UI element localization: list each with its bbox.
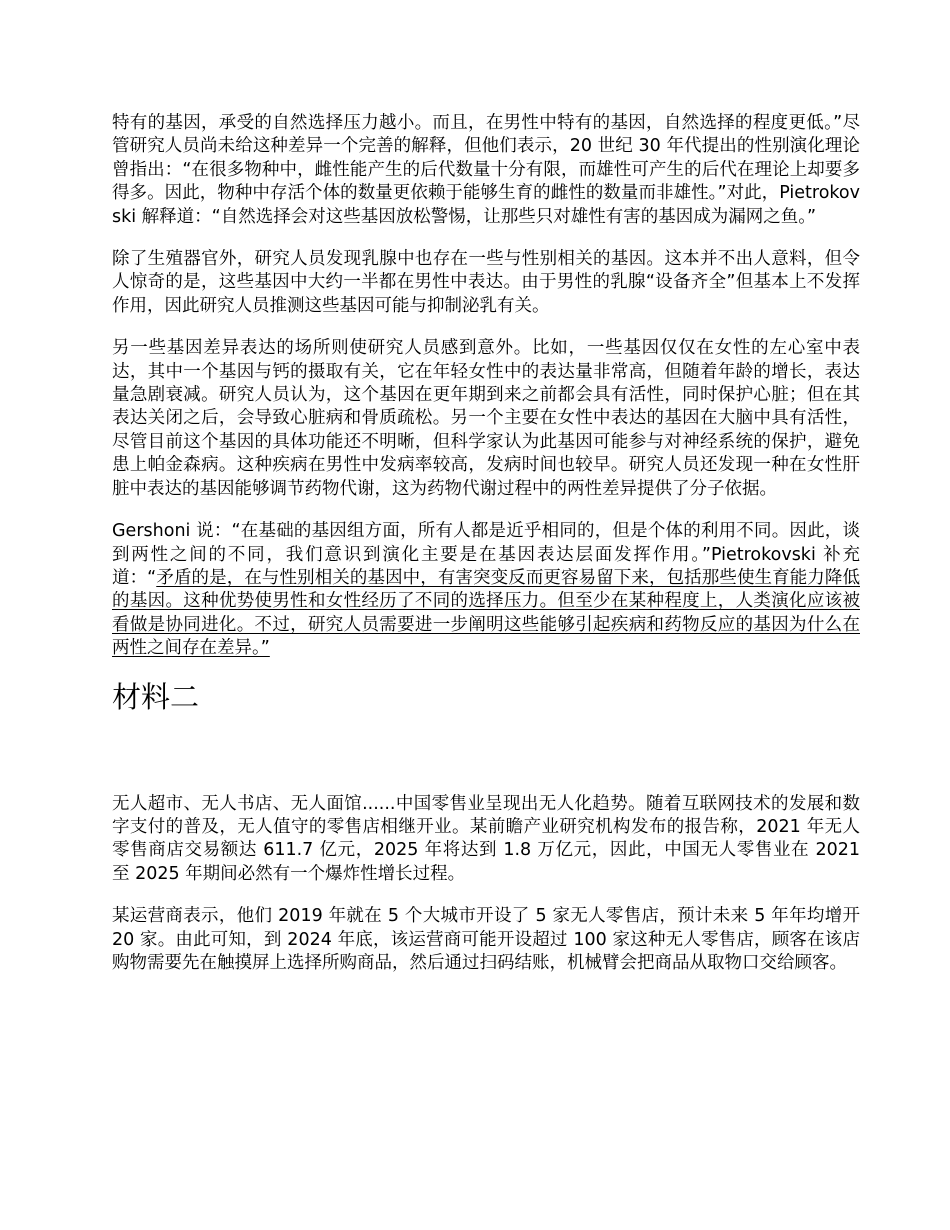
paragraph-1: 特有的基因，承受的自然选择压力越小。而且，在男性中特有的基因，自然选择的程度更低。”尽管研究人员尚未给这种差异一个完善的解释，但他们表示，20 世纪 30 年代提出的性别演化理论曾指出：“在很多物种中，雌性能产生的后代数量十分有限，而雄性可产生的后代在理论上却要多得多。因此，物种中存活个体的数量更依赖于能够生育的雌性的数量而非雄性。”对此，Pietrokovski 解释道：“自然选择会对这些基因放松警惕，让那些只对雄性有害的基因成为漏网之鱼。”: [112, 113, 860, 227]
paragraph-4-underlined-quote: 矛盾的是，在与性别相关的基因中，有害突变反而更容易留下来，包括那些使生育能力降低的基因。这种优势使男性和女性经历了不同的选择压力。但至少在某种程度上，人类演化应该被看做是协同进化。不过，研究人员需要进一步阐明这些能够引起疾病和药物反应的基因为什么在两性之间存在差异。”: [112, 567, 860, 659]
paragraph-3: 另一些基因差异表达的场所则使研究人员感到意外。比如，一些基因仅仅在女性的左心室中表达，其中一个基因与钙的摄取有关，它在年轻女性中的表达量非常高，但随着年龄的增长，表达量急剧衰减。研究人员认为，这个基因在更年期到来之前都会具有活性，同时保护心脏；但在其表达关闭之后，会导致心脏病和骨质疏松。另一个主要在女性中表达的基因在大脑中具有活性，尽管目前这个基因的具体功能还不明晰，但科学家认为此基因可能参与对神经系统的保护，避免患上帕金森病。这种疾病在男性中发病率较高，发病时间也较早。研究人员还发现一种在女性肝脏中表达的基因能够调节药物代谢，这为药物代谢过程中的两性差异提供了分子依据。: [112, 338, 860, 499]
document-page: [112, 112, 860, 975]
paragraph-5: 无人超市、无人书店、无人面馆......中国零售业呈现出无人化趋势。随着互联网技术的发展和数字支付的普及，无人值守的零售店相继开业。某前瞻产业研究机构发布的报告称，2021 年无人零售商店交易额达 611.7 亿元，2025 年将达到 1.8 万亿元，因此，中国无人零售业在 2021 至 2025 年期间必然有一个爆炸性增长过程。: [112, 793, 860, 884]
paragraph-4-plain-text: Gershoni 说：“在基础的基因组方面，所有人都是近乎相同的，但是个体的利用不同。因此，谈到两性之间的不同，我们意识到演化主要是在基因表达层面发挥作用。”Pietrokovski 补充道：“: [112, 521, 860, 588]
paragraph-4: [112, 520, 860, 660]
paragraph-6: 某运营商表示，他们 2019 年就在 5 个大城市开设了 5 家无人零售店，预计未来 5 年年均增开 20 家。由此可知，到 2024 年底，该运营商可能开设超过 100 家这种无人零售店，顾客在该店购物需要先在触摸屏上选择所购商品，然后通过扫码结账，机械臂会把商品从取物口交给顾客。: [112, 906, 861, 973]
paragraph-2: 除了生殖器官外，研究人员发现乳腺中也存在一些与性别相关的基因。这本并不出人意料，但令人惊奇的是，这些基因中大约一半都在男性中表达。由于男性的乳腺“设备齐全”但基本上不发挥作用，因此研究人员推测这些基因可能与抑制泌乳有关。: [112, 249, 860, 316]
section-heading-material-2: 材料二: [112, 679, 200, 714]
